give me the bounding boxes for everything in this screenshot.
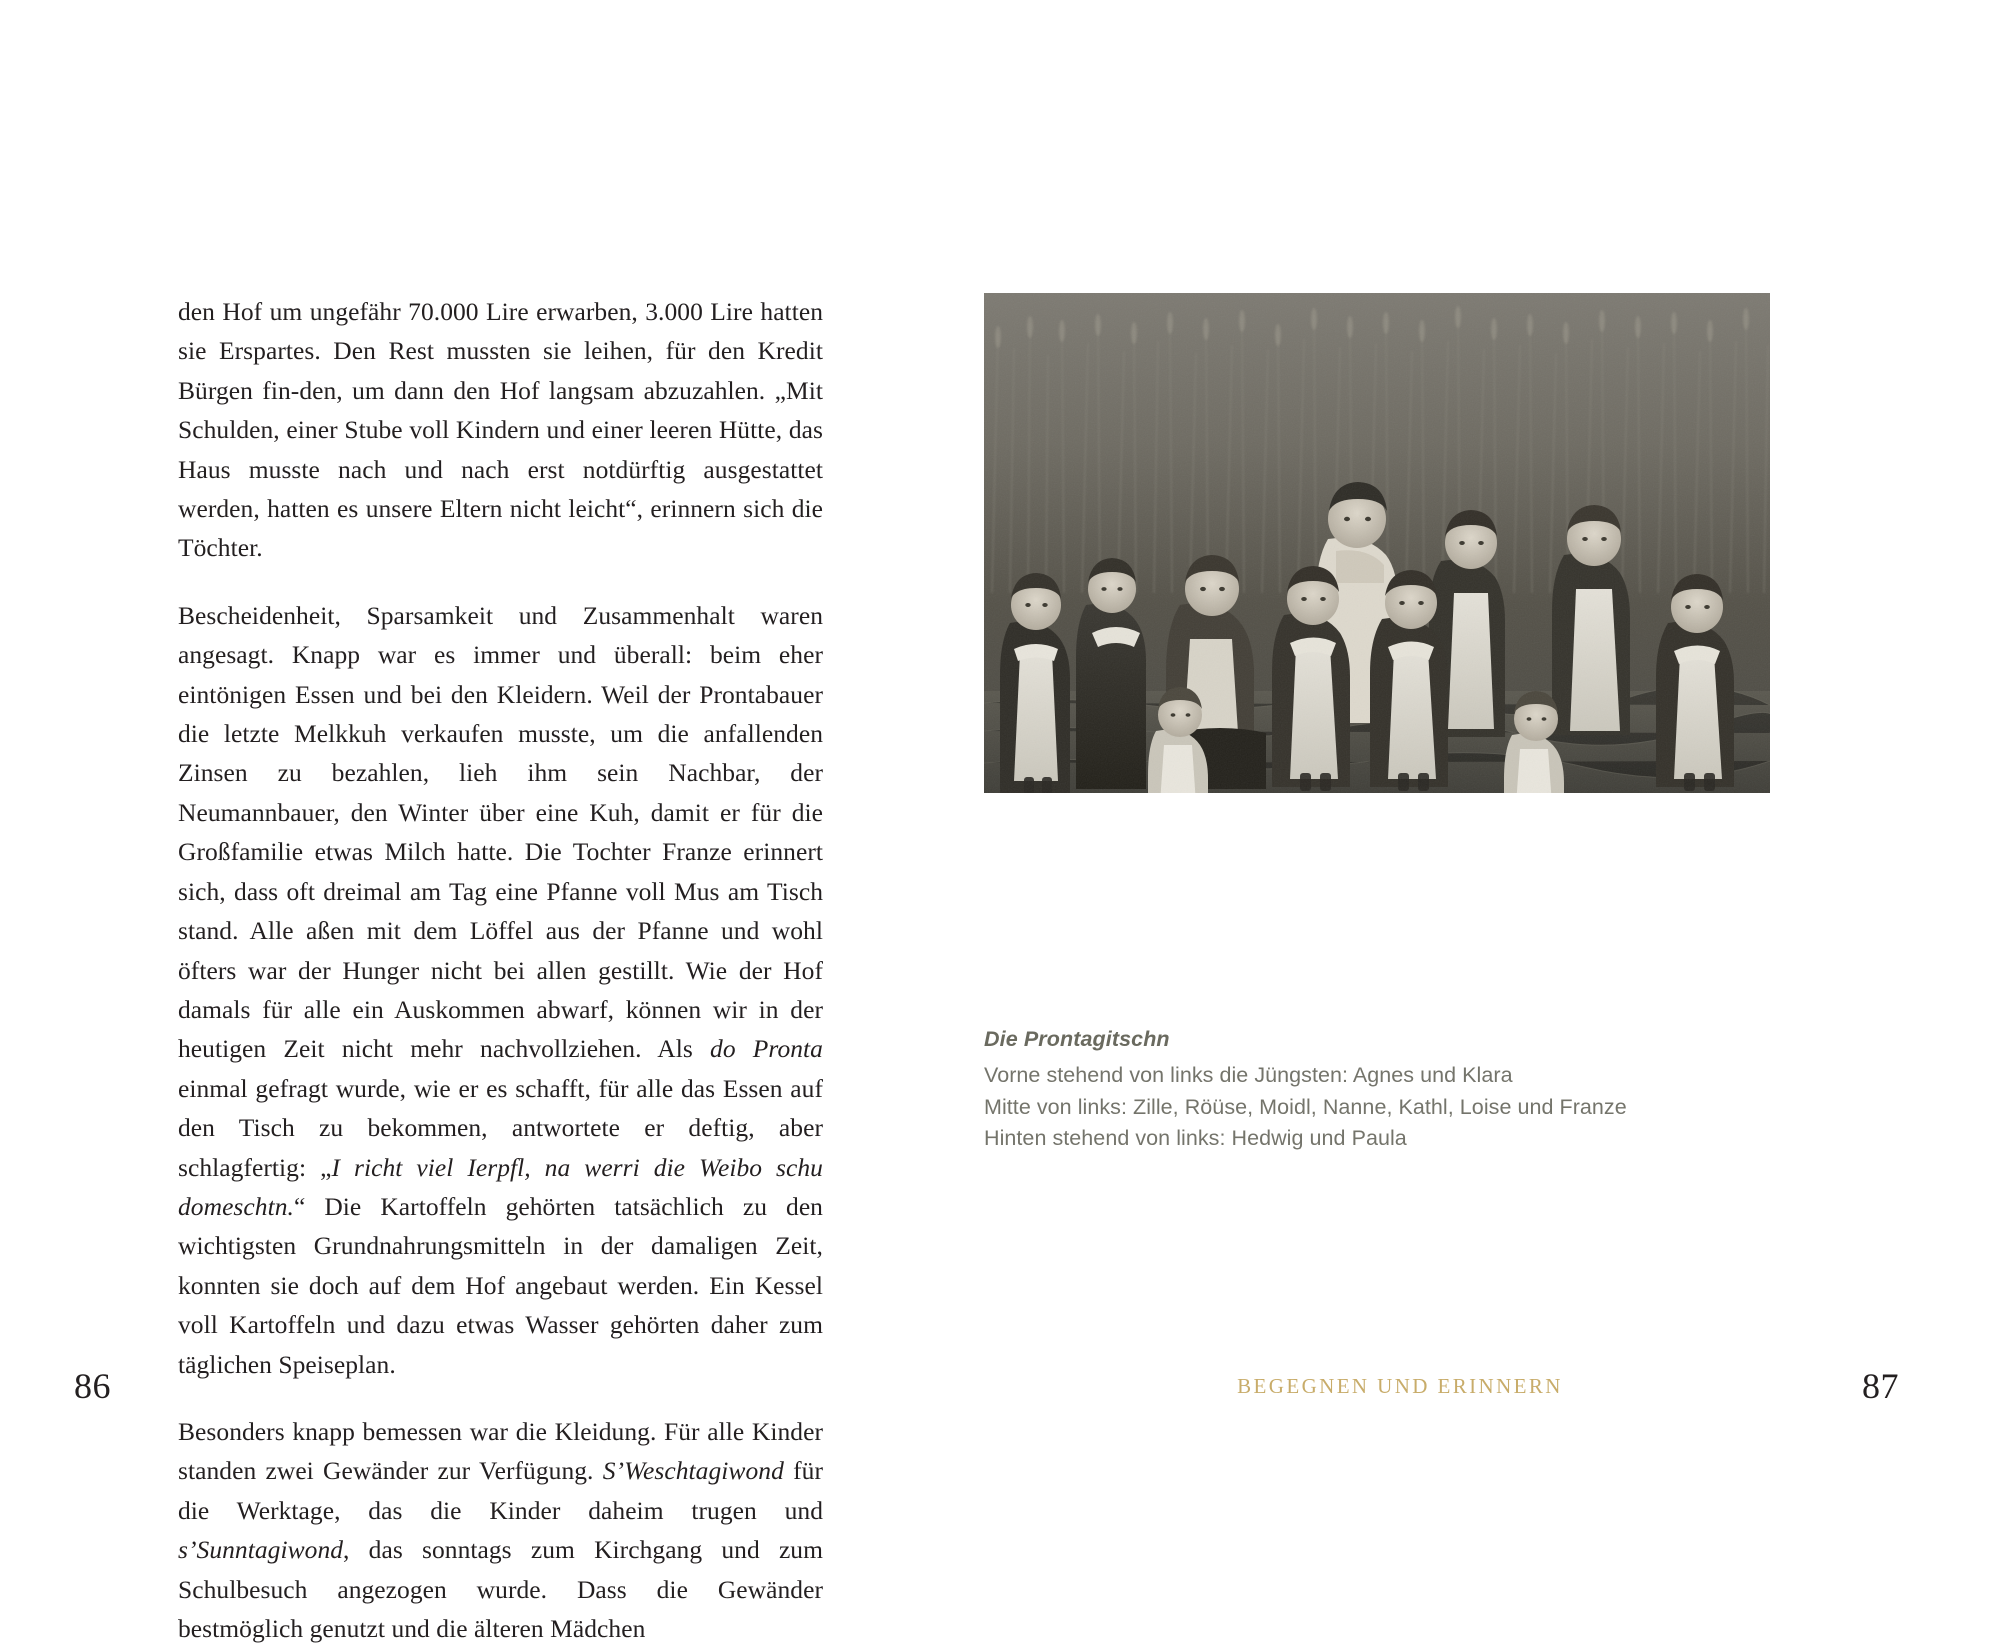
body-text-column — [178, 292, 823, 1648]
paragraph-2 — [178, 596, 823, 1384]
left-page — [0, 0, 1000, 1643]
caption-title: Die Prontagitschn — [984, 1027, 1170, 1051]
italic-run: do Pronta — [710, 1034, 823, 1064]
caption-line-middle: Mitte von links: Zille, Röüse, Moidl, Nanne, Kathl, Loise und Franze — [984, 1094, 1627, 1119]
text-run: einmal gefragt wurde, wie er es schafft, für alle das Essen auf den Tisch zu bekommen, antwortete er deftig, aber schlagfertig: „ — [178, 1073, 823, 1182]
right-page — [984, 0, 2000, 1455]
historic-family-group-photograph — [984, 293, 1770, 793]
page-number-right: 87 — [1862, 1366, 1899, 1406]
photo-caption — [984, 1027, 1684, 1155]
caption-line-back: Hinten stehend von links: Hedwig und Paula — [984, 1126, 1407, 1150]
text-run: , das sonntags zum Kirchgang und zum Schulbesuch angezogen wurde. Dass die Gewänder bestmöglich genutzt und die älteren Mädchen — [178, 1535, 823, 1643]
text-run: Besonders knapp bemessen war die Kleidung. Für alle Kinder standen zwei Gewänder zur Verfügung. — [178, 1416, 823, 1486]
text-run: Bescheidenheit, Sparsamkeit und Zusammenhalt waren angesagt. Knapp war es immer und überall: beim eher eintönigen Essen und bei den Kleidern. Weil der Prontabauer die letzte Melkkuh verkaufen musste, um die anfallenden Zinsen zu bezahlen, lieh ihm sein Nachbar, der Neumannbauer, den Winter über eine Kuh, damit er für die Großfamilie etwas Milch hatte. Die Tochter Franze erinnert sich, dass oft dreimal am Tag eine Pfanne voll Mus am Tisch stand. Alle aßen mit dem Löffel aus der Pfanne und wohl öfters war der Hunger nicht bei allen gestillt. Wie der Hof damals für alle ein Auskommen abwarf, können wir in der heutigen Zeit nicht mehr nachvollziehen. Als — [178, 600, 823, 1064]
italic-run: s’Sunntagiwond — [178, 1535, 344, 1565]
text-run: den Hof um ungefähr 70.000 Lire erwarben, 3.000 Lire hatten sie Erspartes. Den Rest mussten sie leihen, für den Kredit Bürgen fin-den, um dann den Hof langsam abzuzahlen. „Mit Schulden, einer Stube voll Kindern und einer leeren Hütte, das Haus musste nach und nach erst notdürftig ausgestattet werden, hatten es unsere Eltern nicht leicht“, erinnern sich die Töchter. — [178, 297, 823, 563]
paragraph-3 — [178, 1412, 823, 1648]
caption-line-front: Vorne stehend von links die Jüngsten: Agnes und Klara — [984, 1063, 1513, 1087]
text-run: für die Werktage, das die Kinder daheim trugen und — [178, 1456, 823, 1525]
text-run: “ Die Kartoffeln gehörten tatsächlich zu den wichtigsten Grundnahrungsmitteln in der damaligen Zeit, konnten sie doch auf dem Hof angebaut werden. Ein Kessel voll Kartoffeln und dazu etwas Wasser gehörten daher zum täglichen Speiseplan. — [178, 1191, 823, 1379]
page-number-left: 86 — [74, 1366, 111, 1406]
italic-run: I richt viel Ierpfl, na werri die Weibo schu domeschtn. — [178, 1152, 823, 1221]
running-head: BEGEGNEN UND ERINNERN — [1237, 1374, 1563, 1398]
italic-run: S’Weschtagiwond — [602, 1456, 784, 1486]
paragraph-1 — [178, 292, 823, 568]
